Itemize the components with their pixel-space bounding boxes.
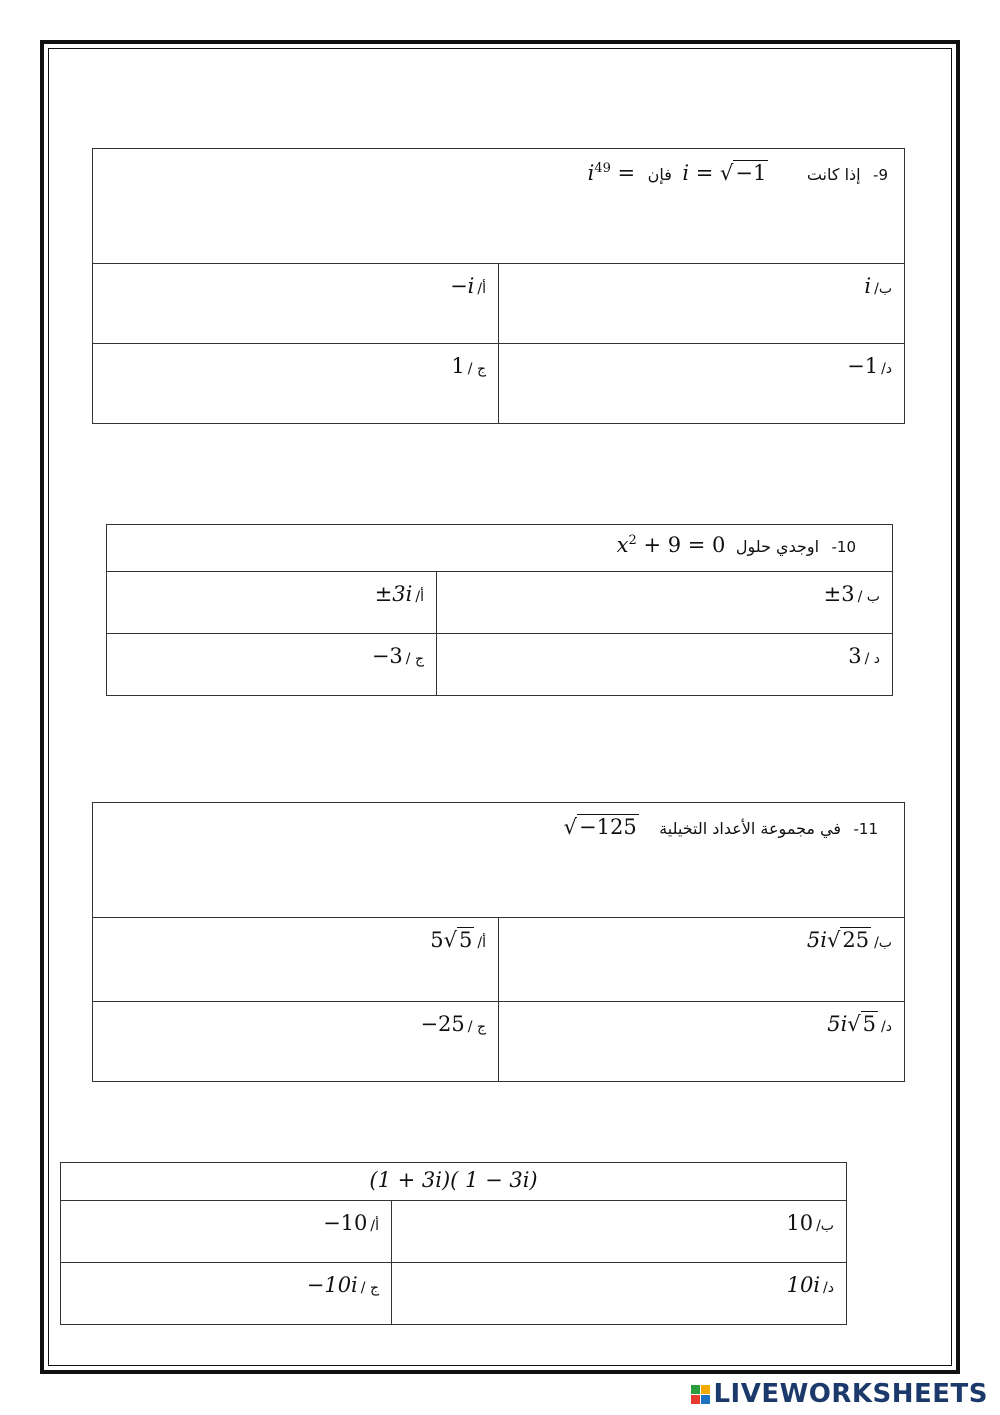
option-a[interactable]: أ/−10 (61, 1201, 392, 1263)
logo-square-blue (701, 1395, 710, 1404)
option-b[interactable]: ب/i (499, 264, 905, 344)
product-expression: (1 + 3i)( 1 − 3i) (369, 1168, 538, 1192)
option-c[interactable]: ج /−3 (107, 634, 437, 696)
option-b[interactable]: ب /±3 (437, 572, 893, 634)
question-10-table (106, 524, 893, 696)
option-c[interactable]: ج /1 (93, 344, 499, 424)
logo-square-green (691, 1385, 700, 1394)
option-c[interactable]: ج /−10i (61, 1263, 392, 1325)
question-12-table (60, 1162, 847, 1325)
logo-square-red (691, 1395, 700, 1404)
option-d[interactable]: د/5i√5 (499, 1002, 905, 1082)
option-a[interactable]: أ/±3i (107, 572, 437, 634)
option-d[interactable]: د /3 (437, 634, 893, 696)
option-b[interactable]: ب/10 (392, 1201, 847, 1263)
radical-expression: √−125 (563, 815, 637, 839)
option-d[interactable]: د/−1 (499, 344, 905, 424)
question-text: اوجدي حلول (735, 537, 820, 556)
question-text: في مجموعة الأعداد التخيلية (659, 819, 842, 838)
question-number: 11- (853, 820, 878, 838)
question-11-stem (93, 803, 905, 918)
question-12-stem (61, 1163, 847, 1201)
power-expression: $i^{49}$ = (587, 161, 636, 185)
question-9-stem (93, 149, 905, 264)
logo-square-yellow (701, 1385, 710, 1394)
option-d[interactable]: د/10i (392, 1263, 847, 1325)
question-9-table (92, 148, 905, 424)
question-number: 10- (831, 538, 856, 556)
question-11-table (92, 802, 905, 1082)
question-text: فإن (647, 165, 672, 184)
question-10-stem (107, 525, 893, 572)
question-number: 9- (873, 166, 889, 184)
option-a[interactable]: أ/−i (93, 264, 499, 344)
logo-text: LIVEWORKSHEETS (713, 1379, 988, 1409)
logo-icon (691, 1385, 710, 1404)
option-c[interactable]: ج /−25 (93, 1002, 499, 1082)
equation: $x^2 + 9 = 0$ (616, 533, 726, 557)
option-a[interactable]: أ/5√5 (93, 918, 499, 1002)
option-b[interactable]: ب/5i√25 (499, 918, 905, 1002)
liveworksheets-logo (691, 1379, 988, 1409)
i-definition: i = √−1 (682, 161, 767, 185)
question-text: إذا كانت (806, 165, 861, 184)
